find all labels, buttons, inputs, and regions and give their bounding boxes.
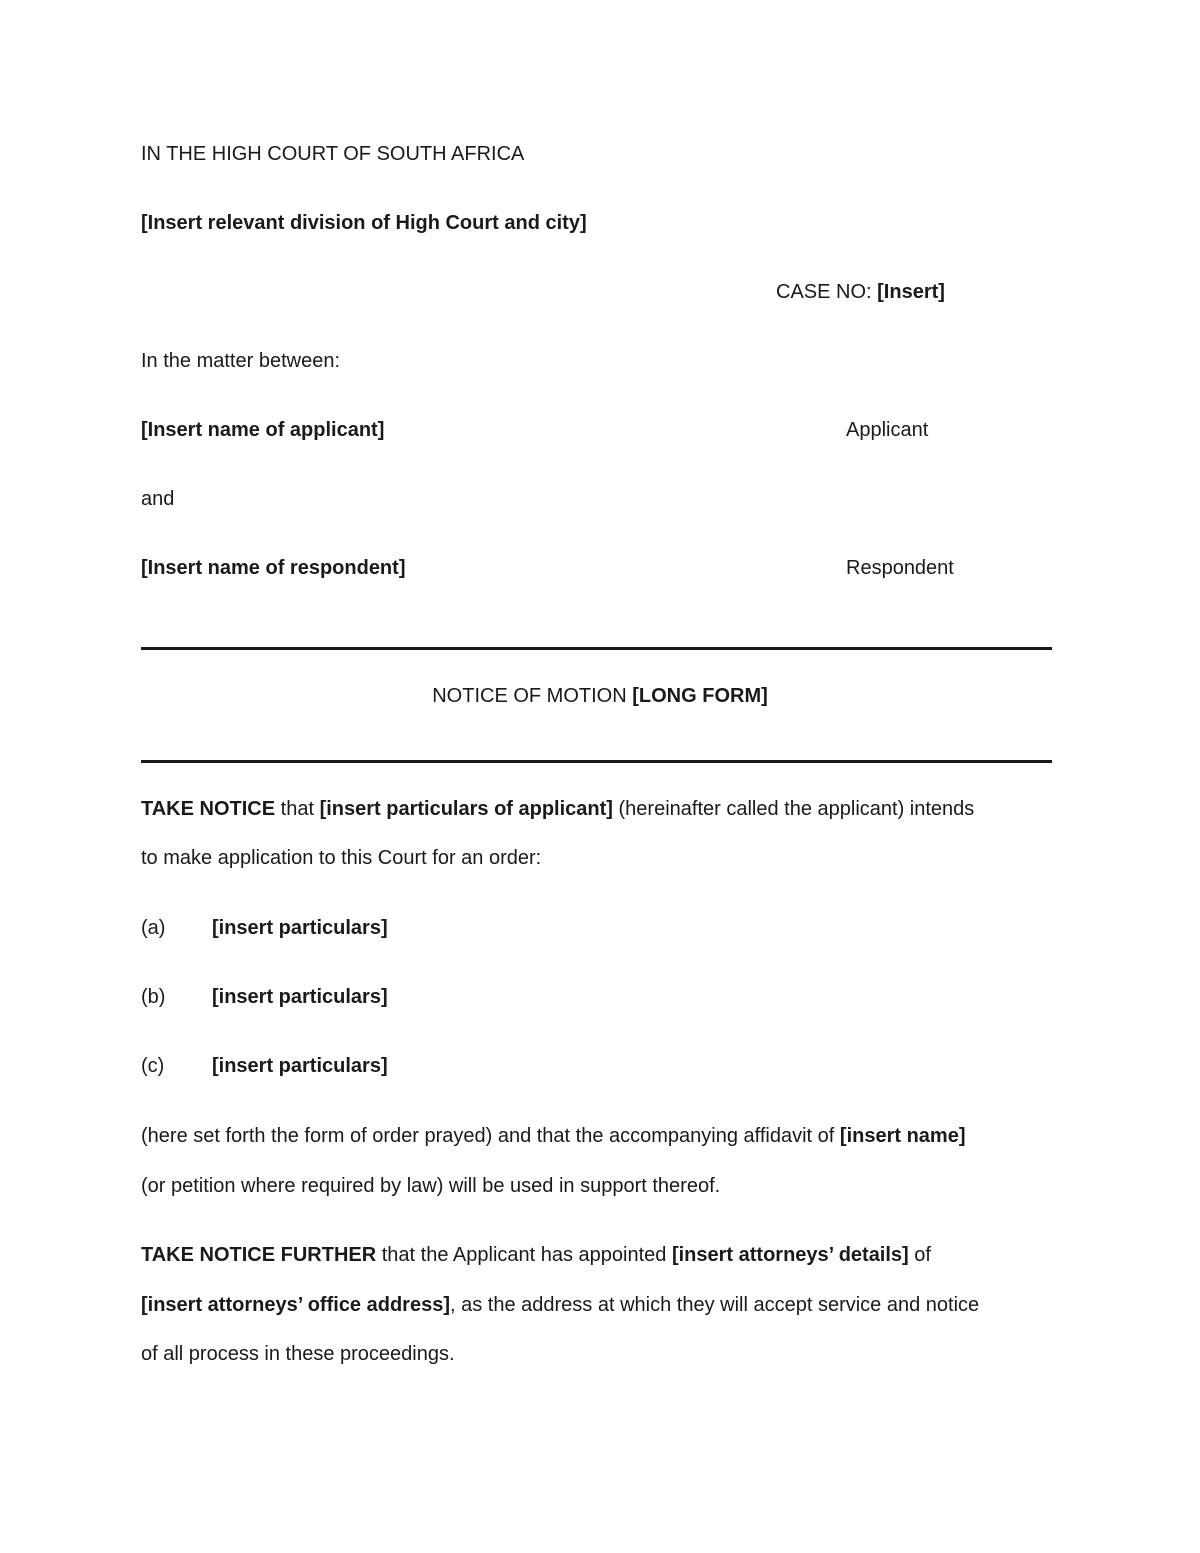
and-separator: and [141, 488, 175, 510]
affidavit-name: [insert name] [839, 1125, 966, 1147]
order-item-c: [insert particulars] [212, 1055, 388, 1077]
order-item-text [212, 916, 388, 940]
notice-title-bold: [LONG FORM] [632, 685, 768, 707]
divider-top [141, 647, 1052, 650]
take-notice-line-2: to make application to this Court for an order: [141, 847, 542, 869]
court-title: IN THE HIGH COURT OF SOUTH AFRICA [141, 143, 525, 165]
case-number-label: CASE NO: [776, 281, 878, 303]
take-notice-text-1: that [275, 798, 320, 820]
affidavit-line-2: (or petition where required by law) will be used in support thereof. [141, 1175, 721, 1197]
applicant-role: Applicant [846, 419, 929, 441]
take-notice-lead: TAKE NOTICE [141, 798, 276, 820]
take-notice-further-text-3: , as the address at which they will accept service and notice [449, 1294, 980, 1316]
respondent-name [141, 556, 405, 580]
order-marker: (a) [141, 917, 166, 939]
affidavit-text-1: (here set forth the form of order prayed) and that the accompanying affidavit of [141, 1125, 840, 1147]
order-marker: (b) [141, 986, 166, 1008]
division-placeholder [141, 211, 587, 235]
order-item-text [212, 985, 388, 1009]
affidavit-line-1 [141, 1124, 966, 1148]
notice-title [0, 684, 1200, 708]
case-number [776, 280, 945, 304]
take-notice-further-lead: TAKE NOTICE FURTHER [141, 1244, 377, 1266]
take-notice-further-line-2 [141, 1293, 979, 1317]
take-notice-text-2: (hereinafter called the applicant) intends [612, 798, 975, 820]
attorneys-office-address: [insert attorneys’ office address] [141, 1294, 450, 1316]
take-notice-further-text-2: of [908, 1244, 931, 1266]
order-item-text [212, 1054, 388, 1078]
respondent-role: Respondent [846, 557, 954, 579]
attorneys-details: [insert attorneys’ details] [671, 1244, 909, 1266]
notice-title-plain: NOTICE OF MOTION [432, 685, 633, 707]
order-marker: (c) [141, 1055, 165, 1077]
matter-between: In the matter between: [141, 350, 341, 372]
take-notice-line-1 [141, 797, 974, 821]
applicant-name [141, 418, 384, 442]
respondent-name-text: [Insert name of respondent] [141, 557, 406, 579]
division-placeholder-text: [Insert relevant division of High Court and city] [141, 212, 587, 234]
applicant-particulars: [insert particulars of applicant] [319, 798, 613, 820]
applicant-name-text: [Insert name of applicant] [141, 419, 385, 441]
order-item-b: [insert particulars] [212, 986, 388, 1008]
order-item-a: [insert particulars] [212, 917, 388, 939]
divider-bottom [141, 760, 1052, 763]
case-number-value: [Insert] [877, 281, 945, 303]
take-notice-further-line-3: of all process in these proceedings. [141, 1343, 455, 1365]
take-notice-further-line-1 [141, 1243, 931, 1267]
take-notice-further-text-1: that the Applicant has appointed [376, 1244, 672, 1266]
